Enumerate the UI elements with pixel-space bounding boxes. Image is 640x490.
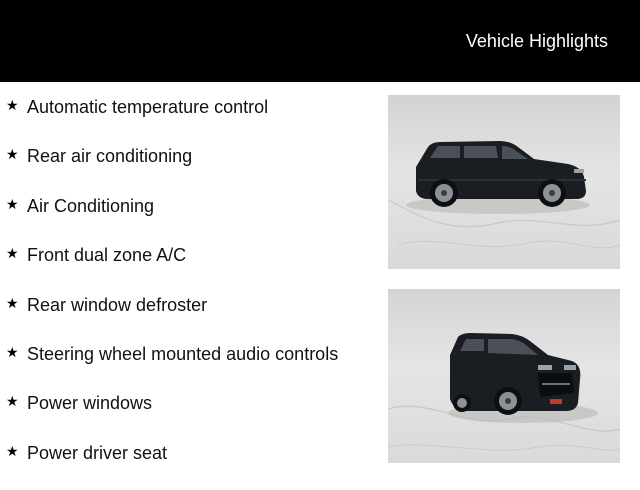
feature-item bbox=[6, 293, 376, 342]
star-icon: ★ bbox=[6, 246, 19, 263]
star-icon: ★ bbox=[6, 344, 19, 361]
star-icon: ★ bbox=[6, 443, 19, 460]
feature-label: Power driver seat bbox=[27, 442, 168, 463]
feature-item bbox=[6, 194, 376, 243]
feature-label: Air Conditioning bbox=[27, 195, 155, 216]
feature-item bbox=[6, 391, 376, 440]
feature-label: Rear air conditioning bbox=[27, 146, 193, 167]
feature-item bbox=[6, 342, 376, 391]
star-icon: ★ bbox=[6, 196, 19, 213]
star-icon: ★ bbox=[6, 394, 19, 411]
header-bar bbox=[0, 0, 640, 82]
feature-list bbox=[6, 95, 376, 490]
vehicle-side-image bbox=[388, 95, 620, 269]
page-title: Vehicle Highlights bbox=[465, 31, 608, 51]
feature-label: Automatic temperature control bbox=[27, 97, 269, 117]
vehicle-photo-side[interactable] bbox=[388, 95, 620, 269]
feature-label: Front dual zone A/C bbox=[27, 245, 187, 266]
vehicle-photo-front[interactable] bbox=[388, 289, 620, 463]
star-icon: ★ bbox=[6, 295, 19, 312]
feature-item bbox=[6, 95, 376, 144]
feature-label: Power windows bbox=[27, 393, 153, 414]
feature-label: Steering wheel mounted audio controls bbox=[27, 343, 339, 364]
feature-item bbox=[6, 144, 376, 193]
feature-item bbox=[6, 441, 376, 490]
vehicle-front-image bbox=[388, 289, 620, 463]
star-icon: ★ bbox=[6, 147, 19, 164]
feature-label: Rear window defroster bbox=[27, 294, 208, 315]
feature-item bbox=[6, 243, 376, 292]
star-icon: ★ bbox=[6, 98, 19, 114]
